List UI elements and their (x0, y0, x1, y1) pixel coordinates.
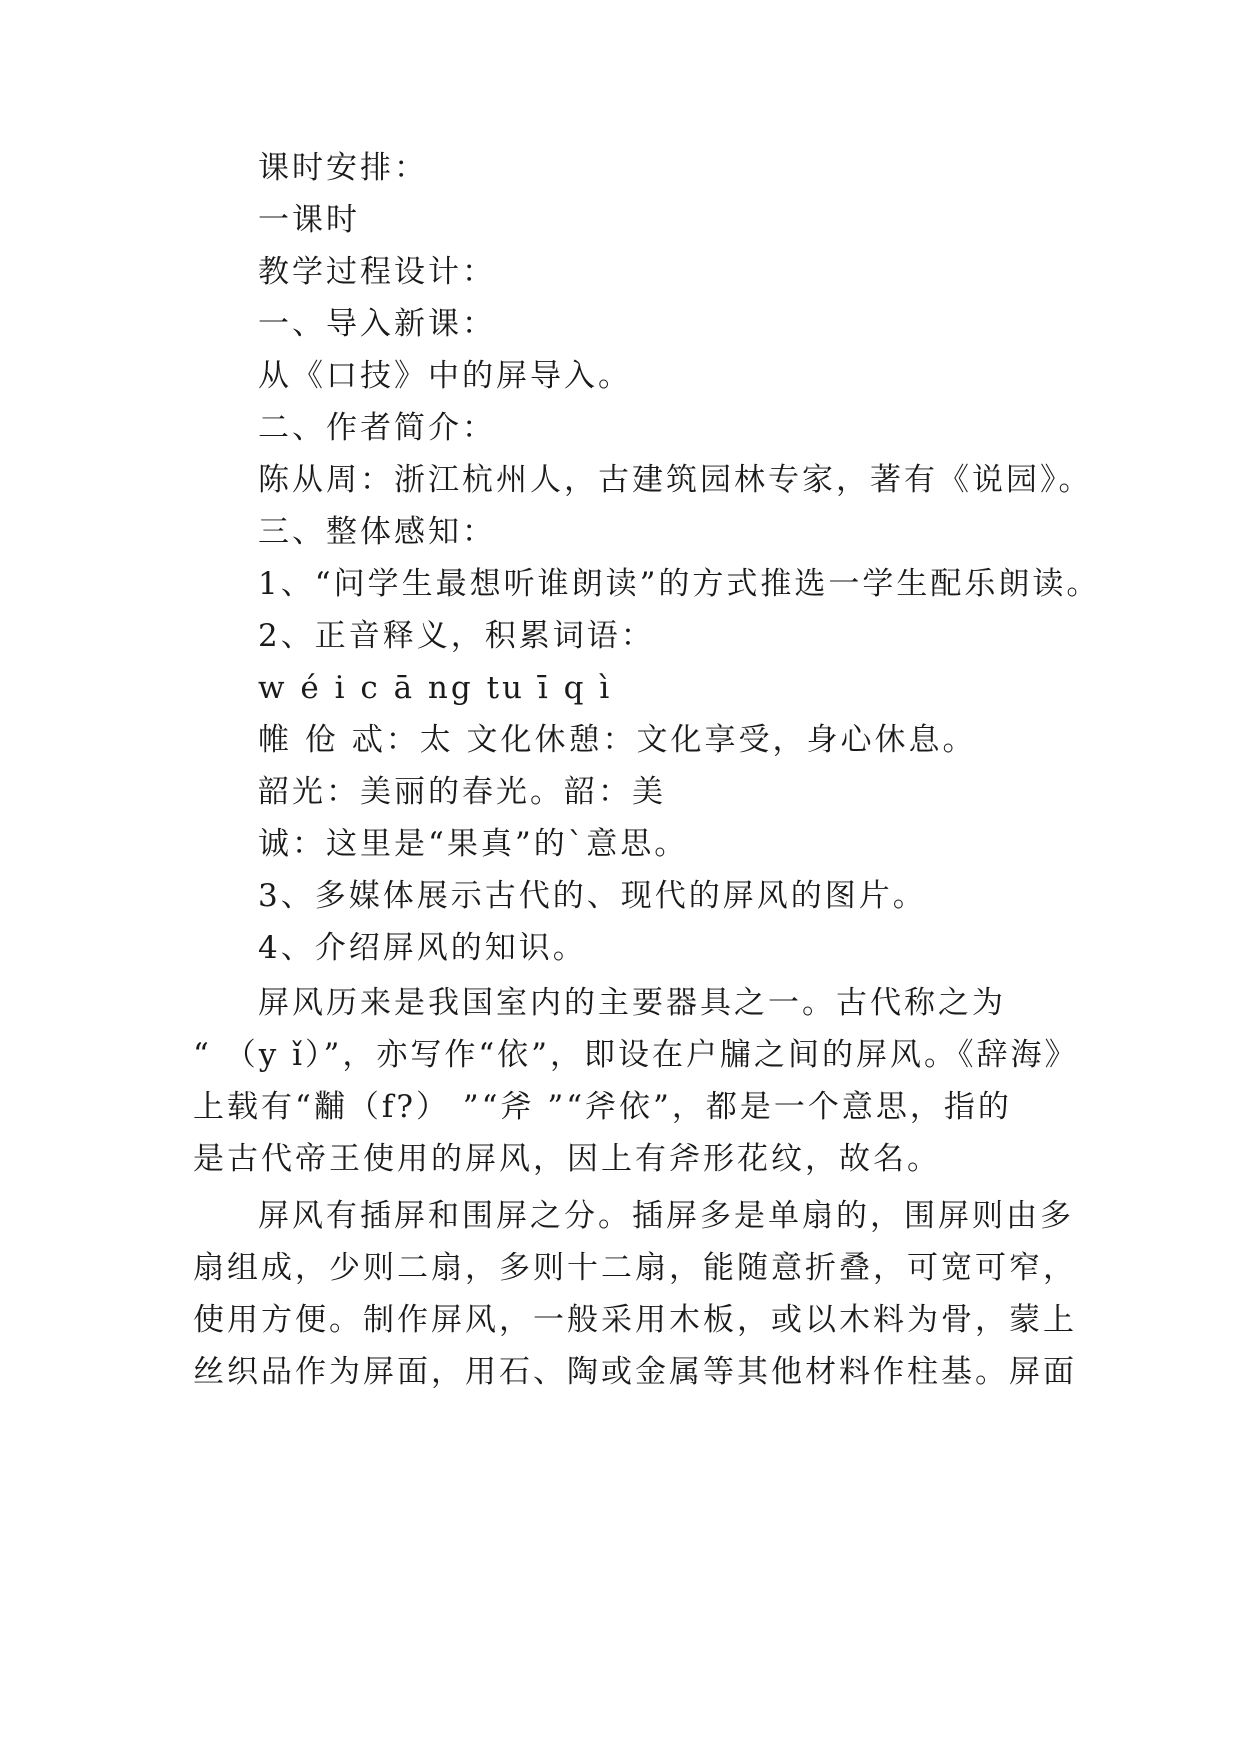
text-line-item-2: 2、正音释义，积累词语： (258, 618, 655, 654)
paragraph-1-line-2: “ （y ǐ）”，亦写作“依”，即设在户牖之间的屏风。《辞海》 (193, 1037, 1079, 1073)
paragraph-2-line-2: 扇组成，少则二扇，多则十二扇，能随意折叠，可宽可窄， (193, 1250, 1077, 1286)
text-line-section-1: 一、导入新课： (258, 306, 496, 342)
text-line-item-4: 4、介绍屏风的知识。 (258, 930, 587, 966)
text-line-intro: 从《口技》中的屏导入。 (258, 358, 632, 394)
paragraph-2-line-3: 使用方便。制作屏风，一般采用木板，或以木料为骨，蒙上 (193, 1302, 1077, 1338)
paragraph-1-line-4: 是古代帝王使用的屏风，因上有斧形花纹，故名。 (193, 1141, 941, 1177)
paragraph-1-line-3: 上载有“黼（f?） ”“斧 ”“斧依”，都是一个意思，指的 (193, 1089, 1012, 1125)
text-line-process-heading: 教学过程设计： (258, 254, 496, 290)
text-line-vocab-2: 韶光：美丽的春光。韶：美 (258, 774, 666, 810)
text-line-vocab-3: 诚：这里是“果真”的`意思。 (258, 826, 689, 862)
paragraph-1-line-1: 屏风历来是我国室内的主要器具之一。古代称之为 (258, 985, 1006, 1021)
text-line-section-2: 二、作者简介： (258, 410, 496, 446)
text-line-schedule-heading: 课时安排： (258, 150, 428, 186)
text-line-one-period: 一课时 (258, 202, 360, 238)
text-line-item-1: 1、“问学生最想听谁朗读”的方式推选一学生配乐朗读。 (258, 566, 1101, 602)
text-line-pinyin: w é i c ā ng tu ī q ì (258, 670, 613, 706)
text-line-vocab-1: 帷 伧 忒：太 文化休憩：文化享受，身心休息。 (258, 722, 977, 758)
text-line-item-3: 3、多媒体展示古代的、现代的屏风的图片。 (258, 878, 927, 914)
text-line-author: 陈从周：浙江杭州人，古建筑园林专家，著有《说园》。 (258, 462, 1093, 498)
paragraph-2-line-4: 丝织品作为屏面，用石、陶或金属等其他材料作柱基。屏面 (193, 1354, 1077, 1390)
text-line-section-3: 三、整体感知： (258, 514, 496, 550)
paragraph-2-line-1: 屏风有插屏和围屏之分。插屏多是单扇的，围屏则由多 (258, 1198, 1074, 1234)
